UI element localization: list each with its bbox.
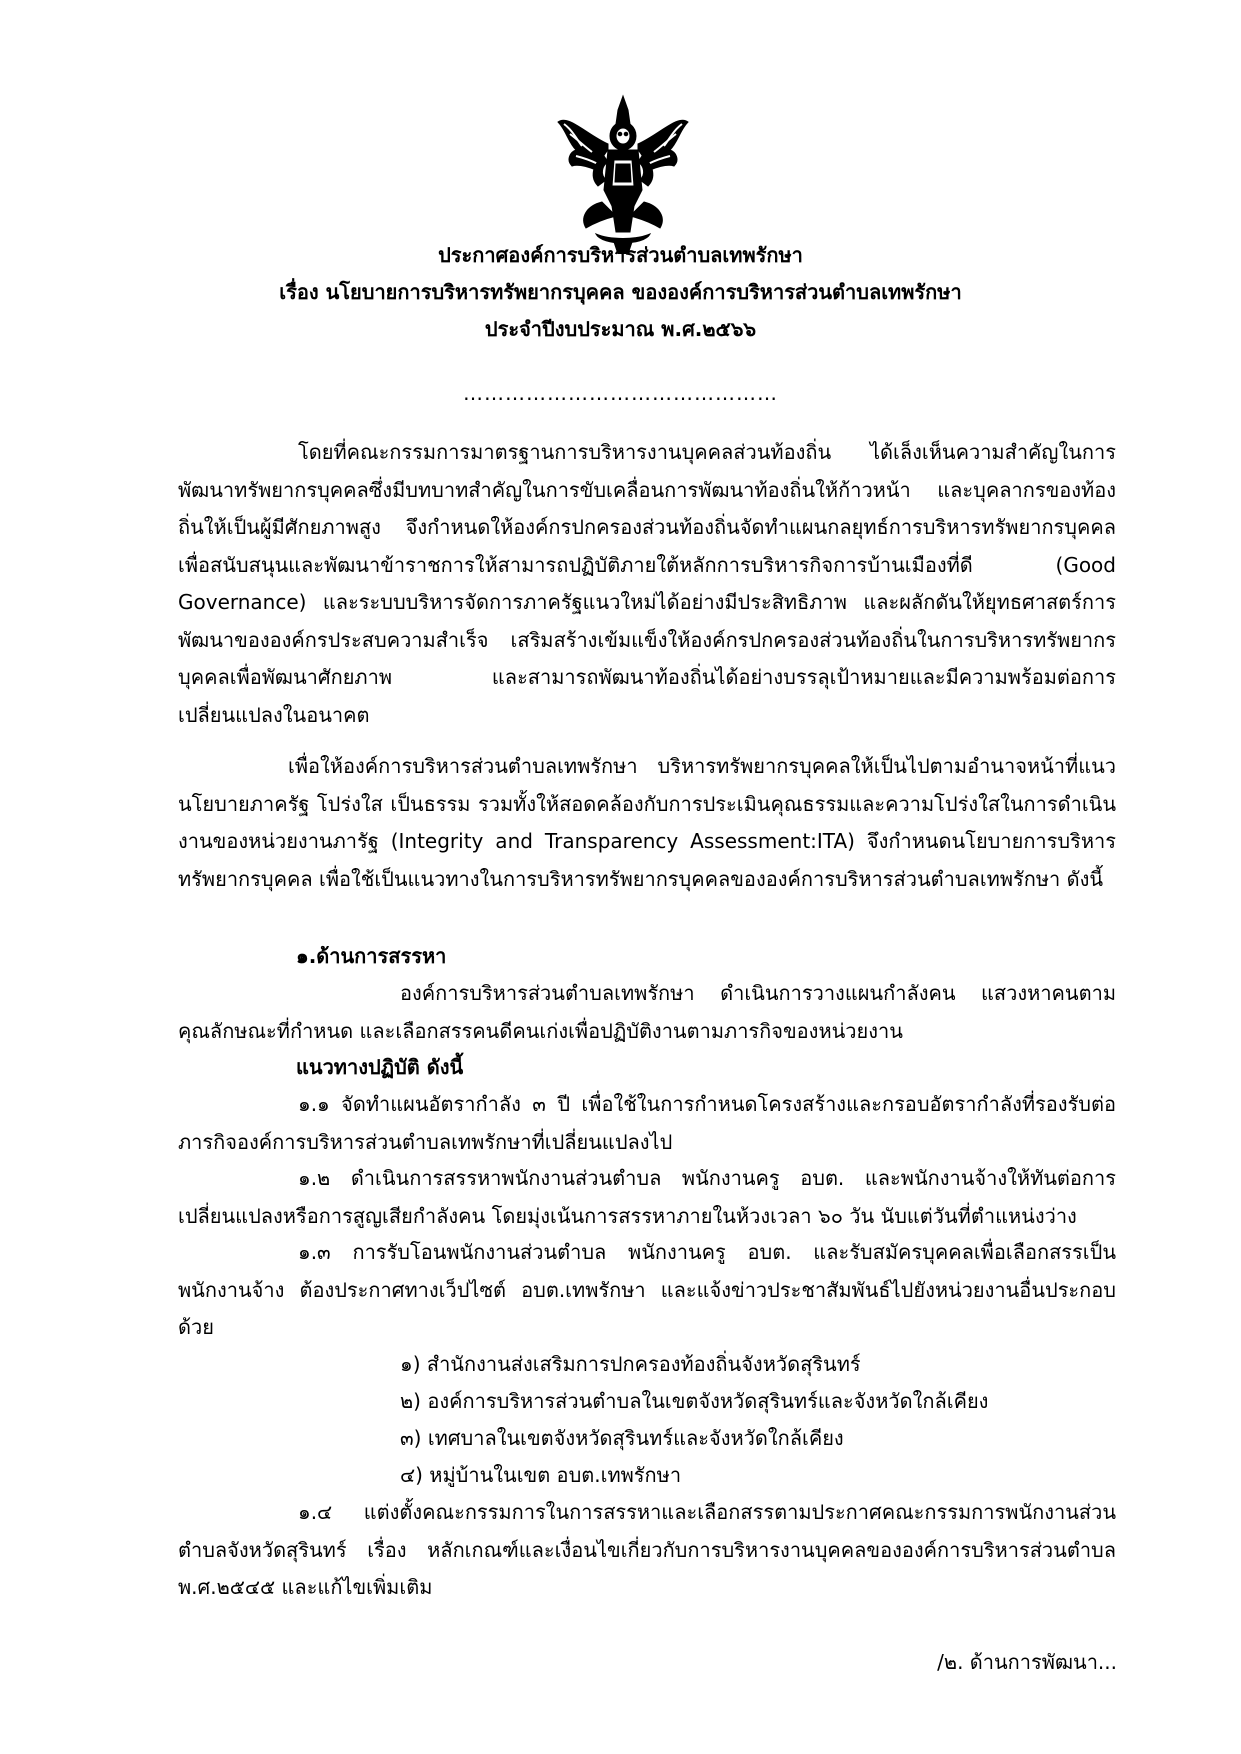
section-1-title: ๑.ด้านการสรรหา <box>296 944 447 968</box>
item-1-2: ๑.๒ ดำเนินการสรรหาพนักงานส่วนตำบล พนักงานครู อบต. และพนักงานจ้างให้ทันต่อการเปลี่ยนแปลงหรือการสูญเสียกำลังคน โดยมุ่งเน้นการสรรหาภายในห้วงเวลา ๖๐ วัน นับแต่วันที่ตำแหน่งว่าง <box>178 1166 1116 1228</box>
guideline-title: แนวทางปฏิบัติ ดังนี้ <box>296 1055 464 1079</box>
announcement-subject: เรื่อง นโยบายการบริหารทรัพยากรบุคคล ขององค์การบริหารส่วนตำบลเทพรักษา <box>279 280 962 304</box>
sub-item-3: ๓) เทศบาลในเขตจังหวัดสุรินทร์และจังหวัดใกล้เคียง <box>400 1426 844 1450</box>
sub-item-2: ๒) องค์การบริหารส่วนตำบลในเขตจังหวัดสุรินทร์และจังหวัดใกล้เคียง <box>400 1389 989 1413</box>
sub-item-4: ๔) หมู่บ้านในเขต อบต.เทพรักษา <box>400 1463 682 1487</box>
announcement-title: ประกาศองค์การบริหารส่วนตำบลเทพรักษา <box>438 243 803 267</box>
separator-dots: ……………………………………… <box>463 381 778 405</box>
garuda-emblem-icon <box>556 94 690 254</box>
continuation-note: /๒. ด้านการพัฒนา... <box>937 1650 1117 1674</box>
intro-paragraph: โดยที่คณะกรรมการมาตรฐานการบริหารงานบุคคลส่วนท้องถิ่น ได้เล็งเห็นความสำคัญในการพัฒนาทรัพยากรบุคคลซึ่งมีบทบาทสำคัญในการขับเคลื่อนการพัฒนาท้องถิ่นให้ก้าวหน้า และบุคลากรของท้องถิ่นให้เป็นผู้มีศักยภาพสูง จึงกำหนดให้องค์กรปกครองส่วนท้องถิ่นจัดทำแผนกลยุทธ์การบริหารทรัพยากรบุคคลเพื่อสนับสนุนและพัฒนาข้าราชการให้สามารถปฏิบัติภายใต้หลักการบริหารกิจการบ้านเมืองที่ดี (Good Governance) และระบบบริหารจัดการภาครัฐแนวใหม่ได้อย่างมีประสิทธิภาพ และผลักดันให้ยุทธศาสตร์การพัฒนาขององค์กรประสบความสำเร็จ เสริมสร้างเข้มแข็งให้องค์กรปกครองส่วนท้องถิ่นในการบริหารทรัพยากรบุคคลเพื่อพัฒนาศักยภาพ และสามารถพัฒนาท้องถิ่นได้อย่างบรรลุเป้าหมายและมีความพร้อมต่อการเปลี่ยนแปลงในอนาคต <box>178 440 1116 727</box>
item-1-4: ๑.๔ แต่งตั้งคณะกรรมการในการสรรหาและเลือกสรรตามประกาศคณะกรรมการพนักงานส่วนตำบลจังหวัดสุรินทร์ เรื่อง หลักเกณฑ์และเงื่อนไขเกี่ยวกับการบริหารงานบุคคลขององค์การบริหารส่วนตำบล พ.ศ.๒๕๔๕ และแก้ไขเพิ่มเติม <box>178 1500 1116 1599</box>
sub-item-1: ๑) สำนักงานส่งเสริมการปกครองท้องถิ่นจังหวัดสุรินทร์ <box>400 1352 861 1376</box>
section-1-text: องค์การบริหารส่วนตำบลเทพรักษา ดำเนินการวางแผนกำลังคน แสวงหาคนตามคุณลักษณะที่กำหนด และเลือกสรรคนดีคนเก่งเพื่อปฏิบัติงานตามภารกิจของหน่วยงาน <box>178 981 1116 1043</box>
fiscal-year-line: ประจำปีงบประมาณ พ.ศ.๒๕๖๖ <box>484 317 757 341</box>
purpose-paragraph: เพื่อให้องค์การบริหารส่วนตำบลเทพรักษา บริหารทรัพยากรบุคคลให้เป็นไปตามอำนาจหน้าที่แนวนโยบายภาครัฐ โปร่งใส เป็นธรรม รวมทั้งให้สอดคล้องกับการประเมินคุณธรรมและความโปร่งใสในการดำเนินงานของหน่วยงานภารัฐ (Integrity and Transparency Assessment:ITA) จึงกำหนดนโยบายการบริหารทรัพยากรบุคคล เพื่อใช้เป็นแนวทางในการบริหารทรัพยากรบุคคลขององค์การบริหารส่วนตำบลเทพรักษา ดังนี้ <box>178 754 1116 891</box>
item-1-3: ๑.๓ การรับโอนพนักงานส่วนตำบล พนักงานครู อบต. และรับสมัครบุคคลเพื่อเลือกสรรเป็นพนักงานจ้าง ต้องประกาศทางเว็ปไซต์ อบต.เทพรักษา และแจ้งข่าวประชาสัมพันธ์ไปยังหน่วยงานอื่นประกอบด้วย <box>178 1240 1116 1339</box>
item-1-1: ๑.๑ จัดทำแผนอัตรากำลัง ๓ ปี เพื่อใช้ในการกำหนดโครงสร้างและกรอบอัตรากำลังที่รองรับต่อภารกิจองค์การบริหารส่วนตำบลเทพรักษาที่เปลี่ยนแปลงไป <box>178 1092 1116 1154</box>
